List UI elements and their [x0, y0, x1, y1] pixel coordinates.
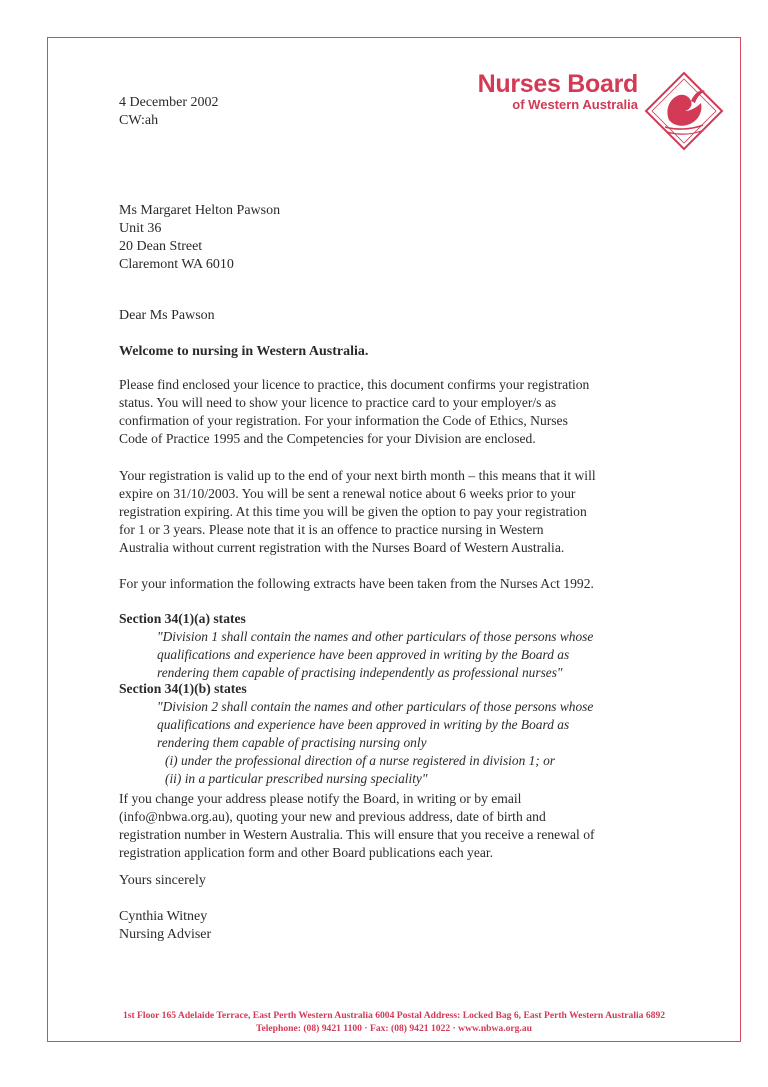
- footer-contact: Telephone: (08) 9421 1100 · Fax: (08) 9421 1022 · www.nbwa.org.au: [255, 1023, 532, 1034]
- letterhead-title: Nurses Board: [477, 70, 638, 98]
- quote-line: rendering them capable of practising independently as professional nurses": [157, 665, 563, 680]
- text-line: registration number in Western Australia. This will ensure that you receive a renewal of: [119, 827, 595, 842]
- letterhead-subtitle: of Western Australia: [512, 97, 638, 112]
- quote-line: qualifications and experience have been approved in writing by the Board as: [157, 647, 570, 662]
- text-line: Code of Practice 1995 and the Competencies for your Division are enclosed.: [119, 431, 536, 446]
- text-line: For your information the following extracts have been taken from the Nurses Act 1992.: [119, 576, 594, 591]
- address-line: Unit 36: [119, 221, 162, 236]
- section-a-title: Section 34(1)(a) states: [119, 611, 246, 626]
- quote-line: "Division 2 shall contain the names and other particulars of those persons whose: [157, 699, 594, 714]
- valediction: Yours sincerely: [119, 873, 206, 888]
- address-line: Claremont WA 6010: [119, 257, 234, 272]
- paragraph-licence: [119, 376, 671, 448]
- swan-emblem-icon: [643, 70, 725, 152]
- text-line: (info@nbwa.org.au), quoting your new and previous address, date of birth and: [119, 809, 546, 824]
- paragraph-address-change: [119, 790, 671, 862]
- footer-address: 1st Floor 165 Adelaide Terrace, East Perth Western Australia 6004 Postal Address: Locked Bag 6, East Perth Western Australia 6892: [122, 1010, 666, 1021]
- quote-line: rendering them capable of practising nursing only: [157, 735, 427, 750]
- signatory-position: Nursing Adviser: [119, 927, 212, 942]
- section-b-title: Section 34(1)(b) states: [119, 681, 247, 696]
- paragraph-extracts: [119, 575, 671, 593]
- text-line: confirmation of your registration. For your information the Code of Ethics, Nurses: [119, 413, 568, 428]
- paragraph-registration: [119, 467, 671, 557]
- text-line: Please find enclosed your licence to practice, this document confirms your registration: [119, 377, 590, 392]
- letter-date: 4 December 2002: [119, 95, 219, 110]
- signatory-block: [119, 908, 211, 944]
- section-b-item-1: (i) under the professional direction of a nurse registered in division 1; or: [165, 753, 556, 768]
- salutation: Dear Ms Pawson: [119, 308, 215, 323]
- section-a-quote: [157, 628, 671, 682]
- text-line: registration application form and other Board publications each year.: [119, 845, 494, 860]
- recipient-address: [119, 202, 280, 274]
- section-b-quote: [157, 698, 671, 752]
- text-line: Australia without current registration with the Nurses Board of Western Australia.: [119, 540, 565, 555]
- text-line: for 1 or 3 years. Please note that it is an offence to practice nursing in Western: [119, 522, 544, 537]
- letter-heading: Welcome to nursing in Western Australia.: [119, 344, 369, 359]
- letter-date-block: [119, 94, 219, 130]
- letterhead-logo: [478, 71, 638, 112]
- quote-line: "Division 1 shall contain the names and other particulars of those persons whose: [157, 629, 594, 644]
- letter-reference: CW:ah: [119, 113, 159, 128]
- section-b-item-2: (ii) in a particular prescribed nursing speciality": [165, 771, 428, 786]
- text-line: registration expiring. At this time you will be given the option to pay your registration: [119, 504, 587, 519]
- text-line: status. You will need to show your licence to practice card to your employer/s as: [119, 395, 557, 410]
- quote-line: qualifications and experience have been approved in writing by the Board as: [157, 717, 570, 732]
- signatory-name: Cynthia Witney: [119, 909, 208, 924]
- recipient-name: Ms Margaret Helton Pawson: [119, 203, 281, 218]
- text-line: Your registration is valid up to the end of your next birth month – this means that it will: [119, 468, 596, 483]
- address-line: 20 Dean Street: [119, 239, 203, 254]
- text-line: expire on 31/10/2003. You will be sent a renewal notice about 6 weeks prior to your: [119, 486, 576, 501]
- text-line: If you change your address please notify the Board, in writing or by email: [119, 791, 522, 806]
